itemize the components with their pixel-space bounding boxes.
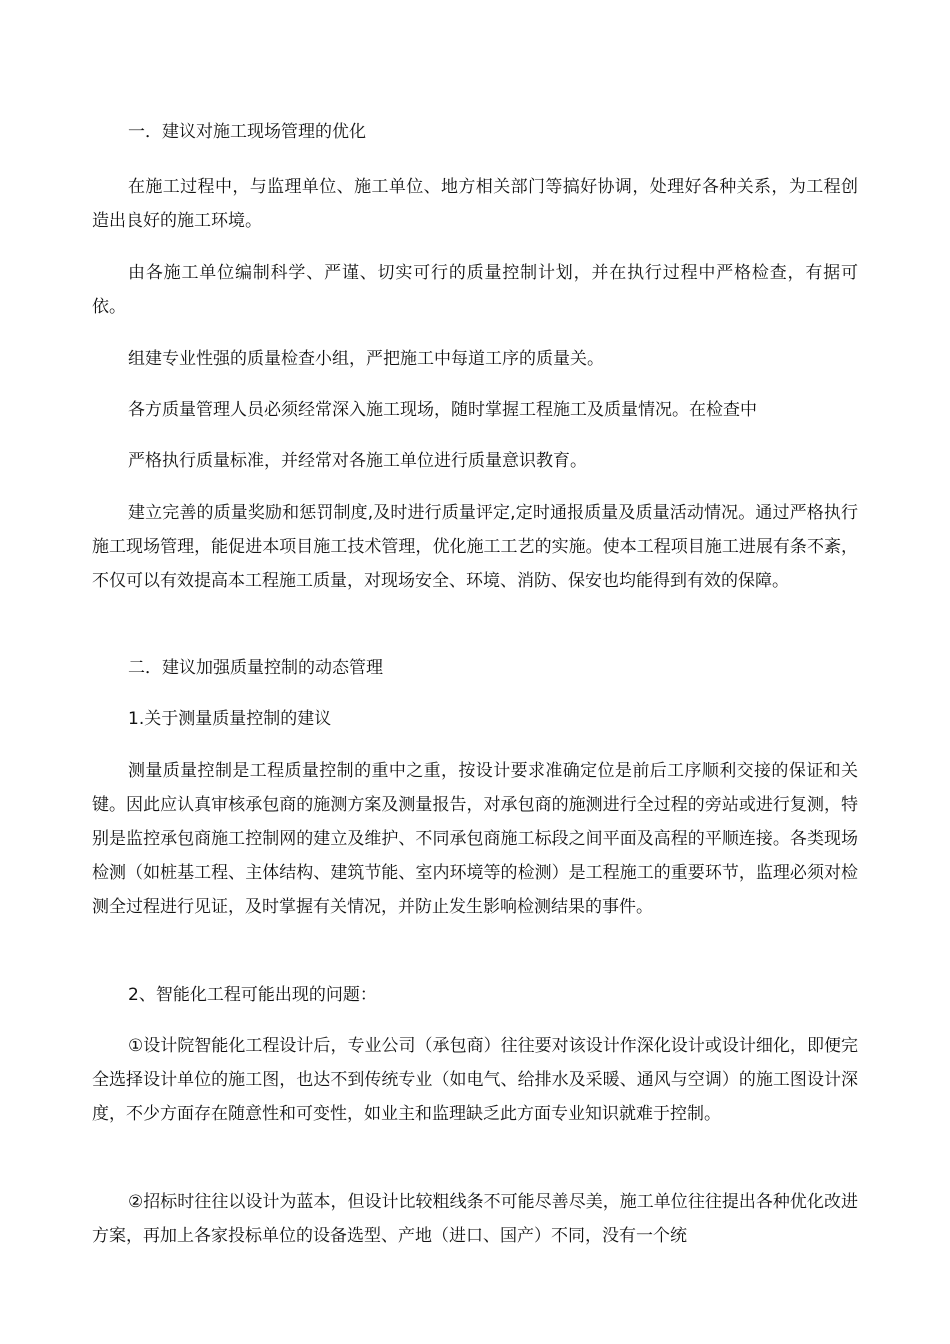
paragraph: ①设计院智能化工程设计后，专业公司（承包商）往往要对该设计作深化设计或设计细化，即便完全选择设计单位的施工图，也达不到传统专业（如电气、给排水及采暖、通风与空调）的施工图设计深度，不少方面存在随意性和可变性，如业主和监理缺乏此方面专业知识就难于控制。 [92, 1036, 858, 1124]
paragraph: ②招标时往往以设计为蓝本，但设计比较粗线条不可能尽善尽美，施工单位往往提出各种优化改进方案，再加上各家投标单位的设备选型、产地（进口、国产）不同，没有一个统 [92, 1192, 858, 1246]
paragraph: 由各施工单位编制科学、严谨、切实可行的质量控制计划，并在执行过程中严格检查，有据可依。 [92, 263, 858, 317]
paragraph: 测量质量控制是工程质量控制的重中之重，按设计要求准确定位是前后工序顺利交接的保证和关键。因此应认真审核承包商的施测方案及测量报告，对承包商的施测进行全过程的旁站或进行复测，特别是监控承包商施工控制网的建立及维护、不同承包商施工标段之间平面及高程的平顺连接。各类现场检测（如桩基工程、主体结构、建筑节能、室内环境等的检测）是工程施工的重要环节，监理必须对检测全过程进行见证，及时掌握有关情况，并防止发生影响检测结果的事件。 [92, 761, 858, 917]
section-heading-1: 一．建议对施工现场管理的优化 [128, 122, 366, 142]
paragraph: 在施工过程中，与监理单位、施工单位、地方相关部门等搞好协调，处理好各种关系，为工程创造出良好的施工环境。 [92, 177, 858, 231]
subsection-heading-2: 2、智能化工程可能出现的问题： [128, 985, 377, 1005]
paragraph: 严格执行质量标准，并经常对各施工单位进行质量意识教育。 [128, 451, 587, 471]
paragraph: 各方质量管理人员必须经常深入施工现场，随时掌握工程施工及质量情况。在检查中 [128, 400, 757, 420]
paragraph: 建立完善的质量奖励和惩罚制度,及时进行质量评定,定时通报质量及质量活动情况。通过严格执行施工现场管理，能促进本项目施工技术管理，优化施工工艺的实施。使本工程项目施工进展有条不紊，不仅可以有效提高本工程施工质量，对现场安全、环境、消防、保安也均能得到有效的保障。 [92, 503, 858, 591]
section-heading-2: 二．建议加强质量控制的动态管理 [128, 658, 383, 678]
subsection-heading-1: 1.关于测量质量控制的建议 [128, 709, 332, 729]
paragraph: 组建专业性强的质量检查小组，严把施工中每道工序的质量关。 [128, 349, 604, 369]
